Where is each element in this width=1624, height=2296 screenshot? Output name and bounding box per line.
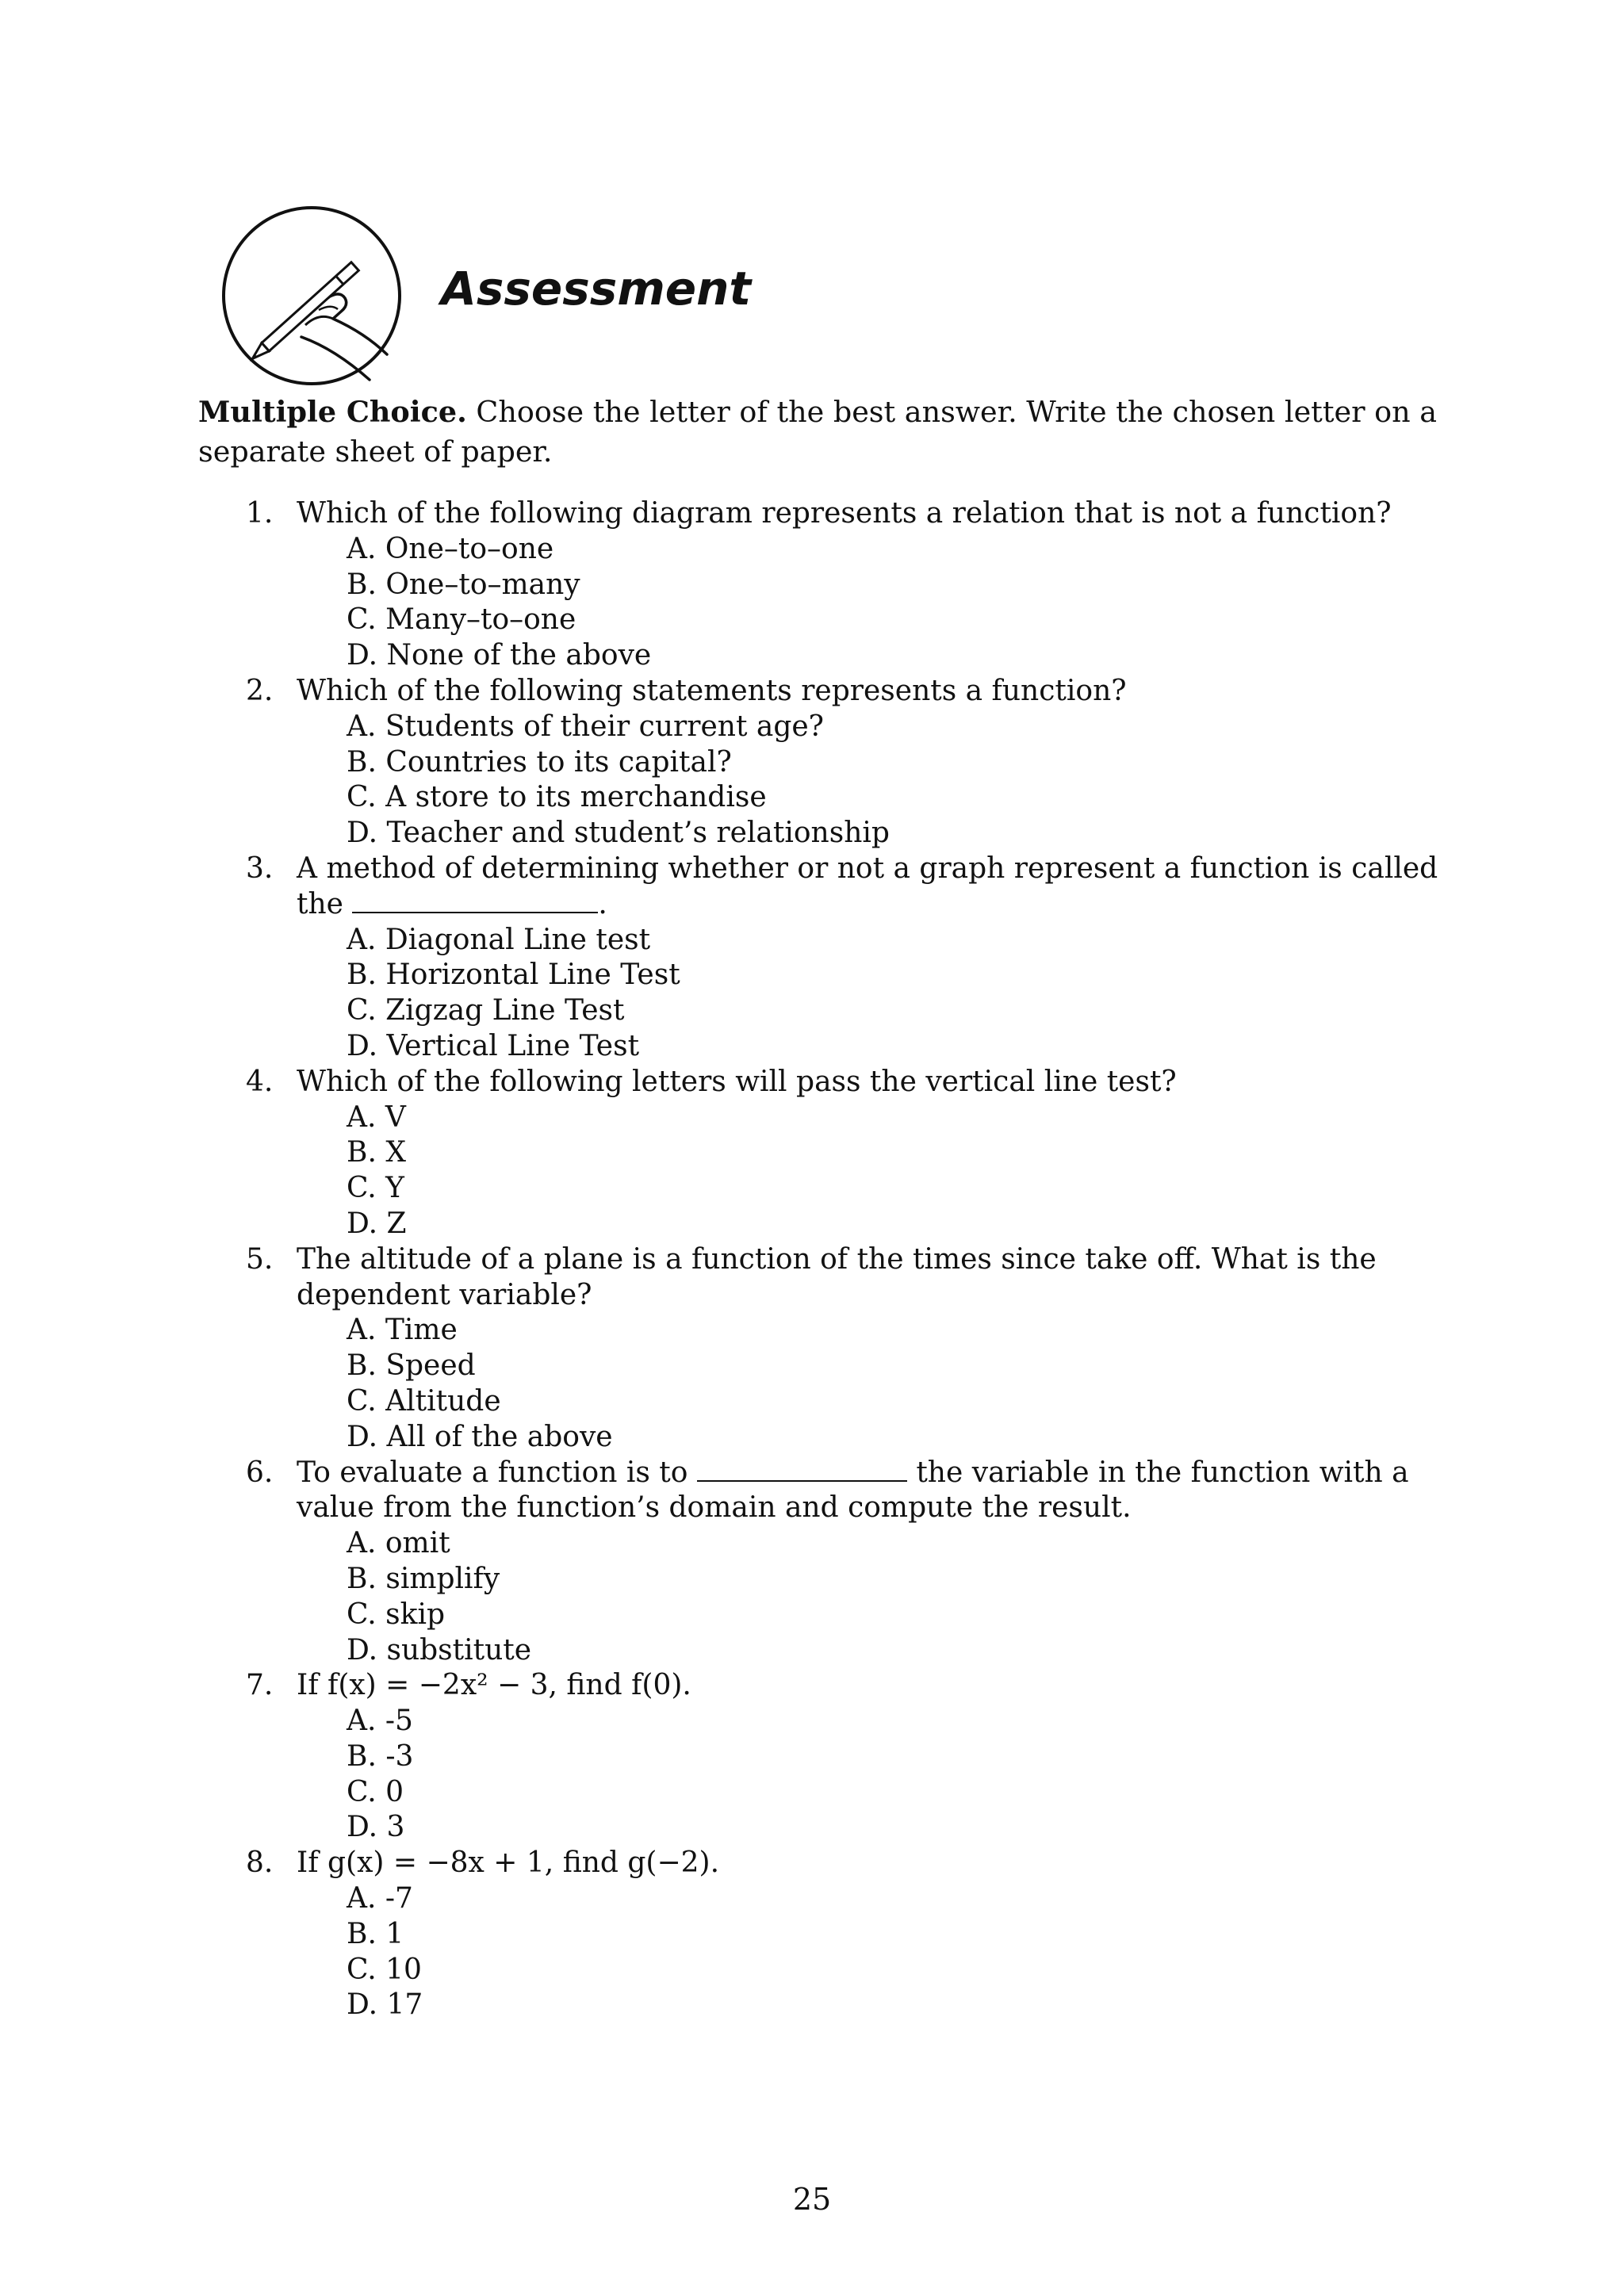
question-text: Which of the following statements represents a function?: [297, 674, 1127, 707]
question-1: [0, 496, 1624, 674]
answer-option: B. simplify: [347, 1562, 500, 1595]
question-text-post-blank: the variable in the function with a: [906, 1456, 1409, 1489]
question-text-continued: [297, 887, 607, 923]
question-text-pre-blank: To evaluate a function is to: [297, 1456, 697, 1489]
answer-option: B. One–to–many: [347, 568, 580, 601]
question-text: If g(x) = −8x + 1, find g(−2).: [297, 1846, 720, 1880]
page-title: Assessment: [441, 262, 752, 316]
answer-option: C. Many–to–one: [347, 603, 576, 637]
answer-option: D. Teacher and student’s relationship: [347, 817, 890, 850]
question-number: 2.: [246, 674, 274, 707]
page-number: 25: [792, 2182, 832, 2217]
question-text: If f(x) = −2x² − 3, find f(0).: [297, 1669, 691, 1702]
question-text-continued: value from the function’s domain and compute the result.: [297, 1491, 1132, 1525]
answer-option: C. skip: [347, 1598, 445, 1631]
answer-option: B. 1: [347, 1917, 404, 1950]
answer-option: D. None of the above: [347, 639, 652, 672]
answer-option: B. X: [347, 1136, 406, 1169]
answer-option: C. Y: [347, 1172, 404, 1205]
answer-option: C. 0: [347, 1775, 404, 1808]
instructions-text: Choose the letter of the best answer. Write the chosen letter on a separate sheet of paper.: [198, 395, 1438, 469]
answer-option: A. omit: [347, 1527, 450, 1560]
answer-option: D. substitute: [347, 1633, 532, 1667]
answer-option: B. Horizontal Line Test: [347, 959, 680, 992]
question-number: 5.: [246, 1242, 274, 1276]
answer-option: B. -3: [347, 1739, 414, 1773]
answer-option: D. All of the above: [347, 1420, 613, 1453]
question-list: [0, 496, 1624, 2023]
question-number: 1.: [246, 497, 274, 530]
question-text-post-blank: .: [598, 887, 607, 920]
question-number: 3.: [246, 851, 274, 885]
question-number: 7.: [246, 1669, 274, 1702]
question-3: [0, 851, 1624, 1065]
answer-option: A. Diagonal Line test: [347, 923, 651, 956]
answer-option: A. Time: [347, 1314, 458, 1347]
answer-option: A. Students of their current age?: [347, 710, 824, 743]
question-number: 6.: [246, 1456, 274, 1489]
question-text: A method of determining whether or not a graph represent a function is called: [297, 851, 1438, 885]
question-8: [0, 1846, 1624, 2023]
answer-option: C. Altitude: [347, 1384, 501, 1418]
instructions-label: Multiple Choice.: [198, 395, 467, 429]
question-text-pre-blank: the: [297, 887, 353, 920]
answer-option: D. 17: [347, 1988, 423, 2022]
answer-option: D. 3: [347, 1811, 405, 1844]
question-5: [0, 1242, 1624, 1456]
answer-blank: [352, 888, 598, 913]
question-text-continued: dependent variable?: [297, 1278, 592, 1311]
answer-option: C. A store to its merchandise: [347, 781, 767, 814]
answer-option: B. Speed: [347, 1349, 476, 1383]
answer-option: A. -5: [347, 1705, 413, 1738]
pencil-writing-hand-icon: [214, 198, 409, 393]
question-7: [0, 1668, 1624, 1846]
question-text: Which of the following letters will pass the vertical line test?: [297, 1065, 1177, 1098]
answer-option: A. V: [347, 1100, 406, 1134]
answer-option: D. Z: [347, 1207, 407, 1240]
question-text: [297, 1456, 1409, 1491]
question-number: 8.: [246, 1846, 274, 1880]
answer-option: D. Vertical Line Test: [347, 1029, 640, 1062]
question-2: [0, 674, 1624, 851]
question-text: The altitude of a plane is a function of the times since take off. What is the: [297, 1242, 1377, 1276]
answer-option: B. Countries to its capital?: [347, 745, 732, 779]
question-number: 4.: [246, 1065, 274, 1098]
answer-option: C. Zigzag Line Test: [347, 994, 625, 1027]
question-4: [0, 1065, 1624, 1242]
answer-option: A. One–to–one: [347, 532, 554, 565]
question-text: Which of the following diagram represents a relation that is not a function?: [297, 497, 1392, 530]
instructions: [198, 392, 1443, 472]
question-6: [0, 1456, 1624, 1669]
answer-option: A. -7: [347, 1882, 413, 1915]
answer-blank: [697, 1456, 907, 1482]
answer-option: C. 10: [347, 1953, 422, 1986]
